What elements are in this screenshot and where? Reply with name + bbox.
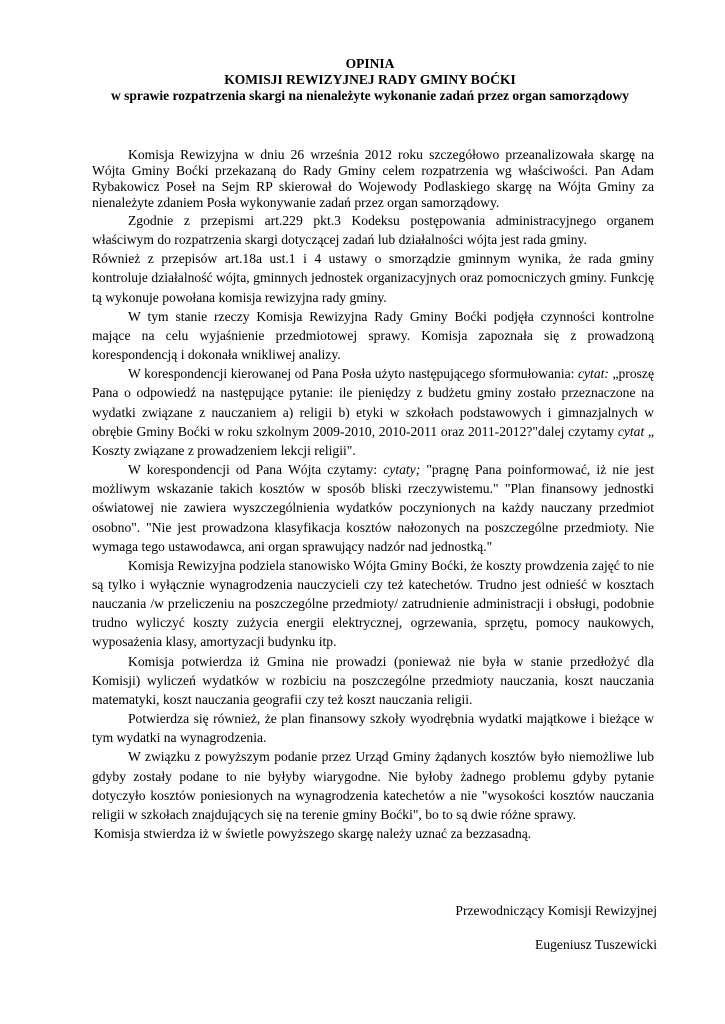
paragraph-9: Potwierdza się również, że plan finansowy szkoły wyodrębnia wydatki majątkowe i bieżące w tym wydatki na wynagrodzenia. — [92, 711, 654, 746]
paragraph-5-text-b: „proszę Pana o odpowiedź na następujące pytanie: ile pieniędzy z budżetu gminy zostało przeznaczone na wydatki związane z nauczaniem a) religii b) etyki w szkołach podstawowych i gimnazjalnych w obrębie Gminy Boćki w roku szkolnym 2009-2010, 2010-2011 oraz 2011-2012?"dalej czytamy — [92, 366, 654, 439]
paragraph-11-conclusion: Komisja stwierdza iż w świetle powyższego skargę należy uznać za bezzasadną. — [94, 826, 532, 841]
document-subtitle-committee: KOMISJI REWIZYJNEJ RADY GMINY BOĆKI — [224, 72, 516, 87]
signature-title: Przewodniczący Komisji Rewizyjnej — [455, 903, 657, 918]
document-subtitle-subject: w sprawie rozpatrzenia skargi na nienależyte wykonanie zadań przez organ samorządowy — [111, 88, 629, 103]
paragraph-8: Komisja potwierdza iż Gmina nie prowadzi (ponieważ nie była w stanie przedłożyć dla Komisji) wyliczeń wydatków w rozbiciu na poszczególne przedmioty nauczania, koszt nauczania matematyki, koszt nauczania geografii czy też koszt nauczania religii. — [92, 653, 654, 707]
paragraph-5-text-a: W korespondencji kierowanej od Pana Posła użyto następującego sformułowania: — [128, 366, 578, 382]
paragraph-2: Zgodnie z przepismi art.229 pkt.3 Kodeksu postępowania administracyjnego organem właściwym do rozpatrzenia skargi dotyczącej zadań lub działalności wójta jest rada gminy. — [92, 213, 654, 248]
paragraph-6-text-a: W korespondencji od Pana Wójta czytamy: — [128, 462, 384, 478]
signature-name: Eugeniusz Tuszewicki — [535, 937, 657, 952]
quote-marker: cytat: — [577, 366, 609, 382]
paragraph-7: Komisja Rewizyjna podziela stanowisko Wójta Gminy Boćki, że koszty prowdzenia zajęć to nie są tylko i wyłącznie wynagrodzenia nauczycieli czy też katechetów. Trudno jest odnieść w kosztach nauczania /w przeliczeniu na poszczególne przedmioty/ zatrudnienie administracji i obsługi, podobnie trudno wyliczyć koszty zużycia energii elektrycznej, ogrzewania, sprzętu, pomocy naukowych, wyposażenia klasy, amortyzacji budynku itp. — [92, 557, 654, 650]
paragraph-6-text-b: "pragnę Pana poinformować, iż nie jest możliwym wskazanie takich kosztów w sposób bliski rzeczywistemu." "Plan finansowy jednostki oświatowej nie zawiera wyszczególnienia wydatków poczynionych na każdy nauczany przedmiot osobno". "Nie jest prowadzona klasyfikacja kosztów nałozonych na poszczególne przedmioty. Nie wymaga tego ustawodawca, ani organ sprawujący nadzór nad jednostką." — [92, 462, 654, 554]
document-title: OPINIA — [345, 56, 395, 71]
paragraph-5 — [92, 364, 654, 460]
paragraph-5-text-c: „ Koszty związane z prowadzeniem lekcji religii". — [92, 423, 654, 458]
paragraph-6 — [92, 460, 654, 556]
paragraph-3: Również z przepisów art.18a ust.1 i 4 ustawy o smorządzie gminnym wynika, że rada gminy kontroluje działalność wójta, gminnych jednostek organizacyjnych oraz pomocniczych gminy. Funkcję tą wykonuje powołana komisja rewizyjna rady gminy. — [92, 251, 654, 305]
paragraph-4: W tym stanie rzeczy Komisja Rewizyjna Rady Gminy Boćki podjęła czynności kontrolne mające na celu wyjaśnienie przedmiotowej sprawy. Komisja zapoznała się z prowadzoną korespondencją i dokonała wnikliwej analizy. — [92, 308, 654, 363]
paragraph-1: Komisja Rewizyjna w dniu 26 września 2012 roku szczegółowo przeanalizowała skargę na Wójta Gminy Boćki przekazaną do Rady Gminy celem rozpatrzenia wg właściwości. Pan Adam Rybakowicz Poseł na Sejm RP skierował do Wojewody Podlaskiego skargę na Wójta Gminy za nienależyte zdaniem Posła wykonywanie zadań przez organ samorządowy. — [92, 147, 654, 210]
document-body — [92, 147, 654, 843]
quote-marker: cytaty; — [383, 462, 421, 478]
document-header — [60, 56, 680, 104]
quote-marker: cytat — [617, 423, 645, 439]
paragraph-10: W związku z powyższym podanie przez Urząd Gminy żądanych kosztów było niemożliwe lub gdyby zostały podane to nie byłyby wiarygodne. Nie byłoby żadnego problemu gdyby pytanie dotyczyło kosztów poniesionych na wynagrodzenia katechetów a nie "wysokości kosztów nauczania religii w szkołach znajdujących się na terenie gminy Boćki", bo to są dwie różne sprawy. — [92, 749, 654, 822]
